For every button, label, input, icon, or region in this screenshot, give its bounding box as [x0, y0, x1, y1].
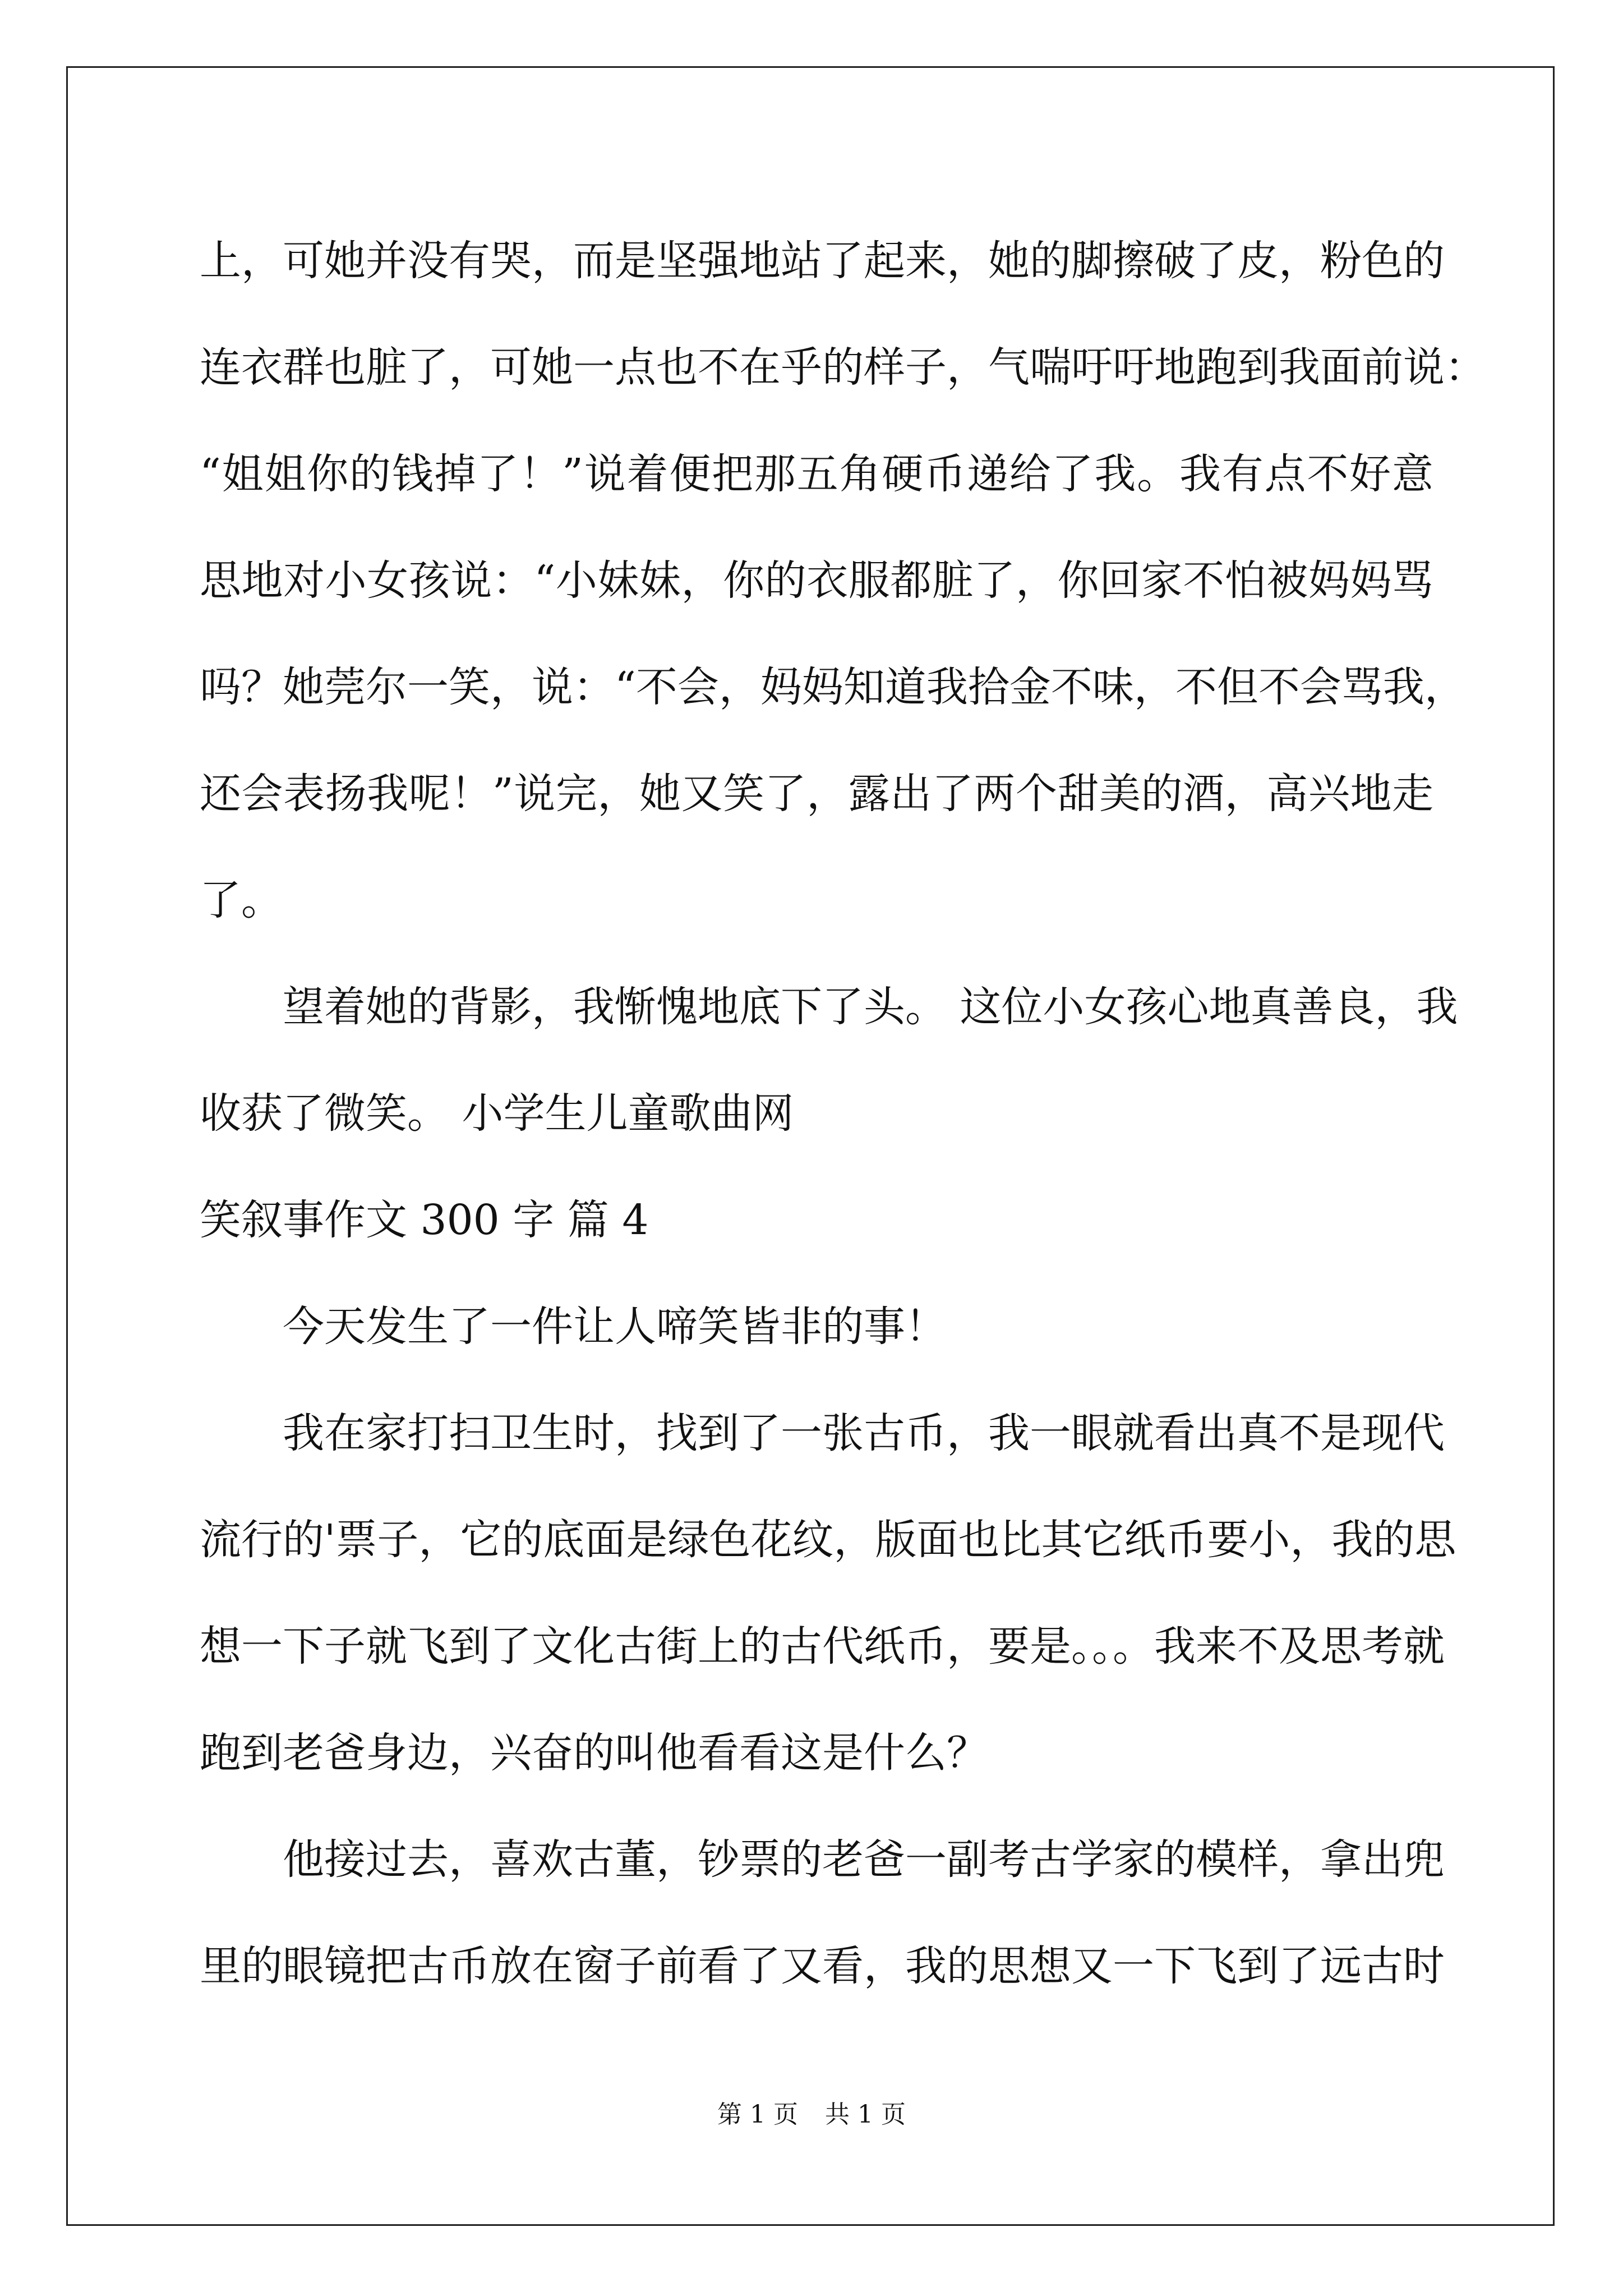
text-line: 还会表扬我呢！”说完，她又笑了，露出了两个甜美的酒，高兴地走 — [200, 770, 1433, 818]
paragraph-start-line: 我在家打扫卫生时，找到了一张古币，我一眼就看出真不是现代 — [283, 1409, 1445, 1457]
paragraph-start-line: 望着她的背影，我惭愧地底下了头。 这位小女孩心地真善良，我 — [283, 983, 1458, 1031]
paragraph-start-line: 今天发生了一件让人啼笑皆非的事！ — [283, 1303, 947, 1351]
document-body — [200, 208, 1486, 2019]
text-line: 上，可她并没有哭，而是坚强地站了起来，她的脚擦破了皮，粉色的 — [200, 237, 1445, 285]
text-line: 收获了微笑。 小学生儿童歌曲网 — [200, 1089, 794, 1138]
paragraph-start-line: 他接过去，喜欢古董，钞票的老爸一副考古学家的模样，拿出兜 — [283, 1835, 1445, 1884]
text-line: 跑到老爸身边，兴奋的叫他看看这是什么？ — [200, 1729, 988, 1777]
text-line: 思地对小女孩说：“小妹妹，你的衣服都脏了，你回家不怕被妈妈骂 — [200, 556, 1433, 605]
page-footer — [0, 2098, 1623, 2132]
text-line: 流行的'票子，它的底面是绿色花纹，版面也比其它纸币要小，我的思 — [200, 1516, 1456, 1564]
text-line: 想一下子就飞到了文化古街上的古代纸币，要是。。。我来不及思考就 — [200, 1622, 1445, 1671]
text-line: 连衣群也脏了，可她一点也不在乎的样子，气喘吁吁地跑到我面前说： — [200, 343, 1486, 392]
page-total: 共 1 页 — [825, 2100, 906, 2129]
page-number: 第 1 页 — [717, 2100, 798, 2129]
text-line: 里的眼镜把古币放在窗子前看了又看，我的思想又一下飞到了远古时 — [200, 1942, 1445, 1990]
section-heading: 笑叙事作文 300 字 篇 4 — [200, 1196, 649, 1244]
text-line: 吗？她莞尔一笑，说：“不会，妈妈知道我拾金不味，不但不会骂我， — [200, 663, 1466, 711]
text-line: 了。 — [200, 876, 283, 924]
text-line: “姐姐你的钱掉了！”说着便把那五角硬币递给了我。我有点不好意 — [200, 450, 1433, 498]
